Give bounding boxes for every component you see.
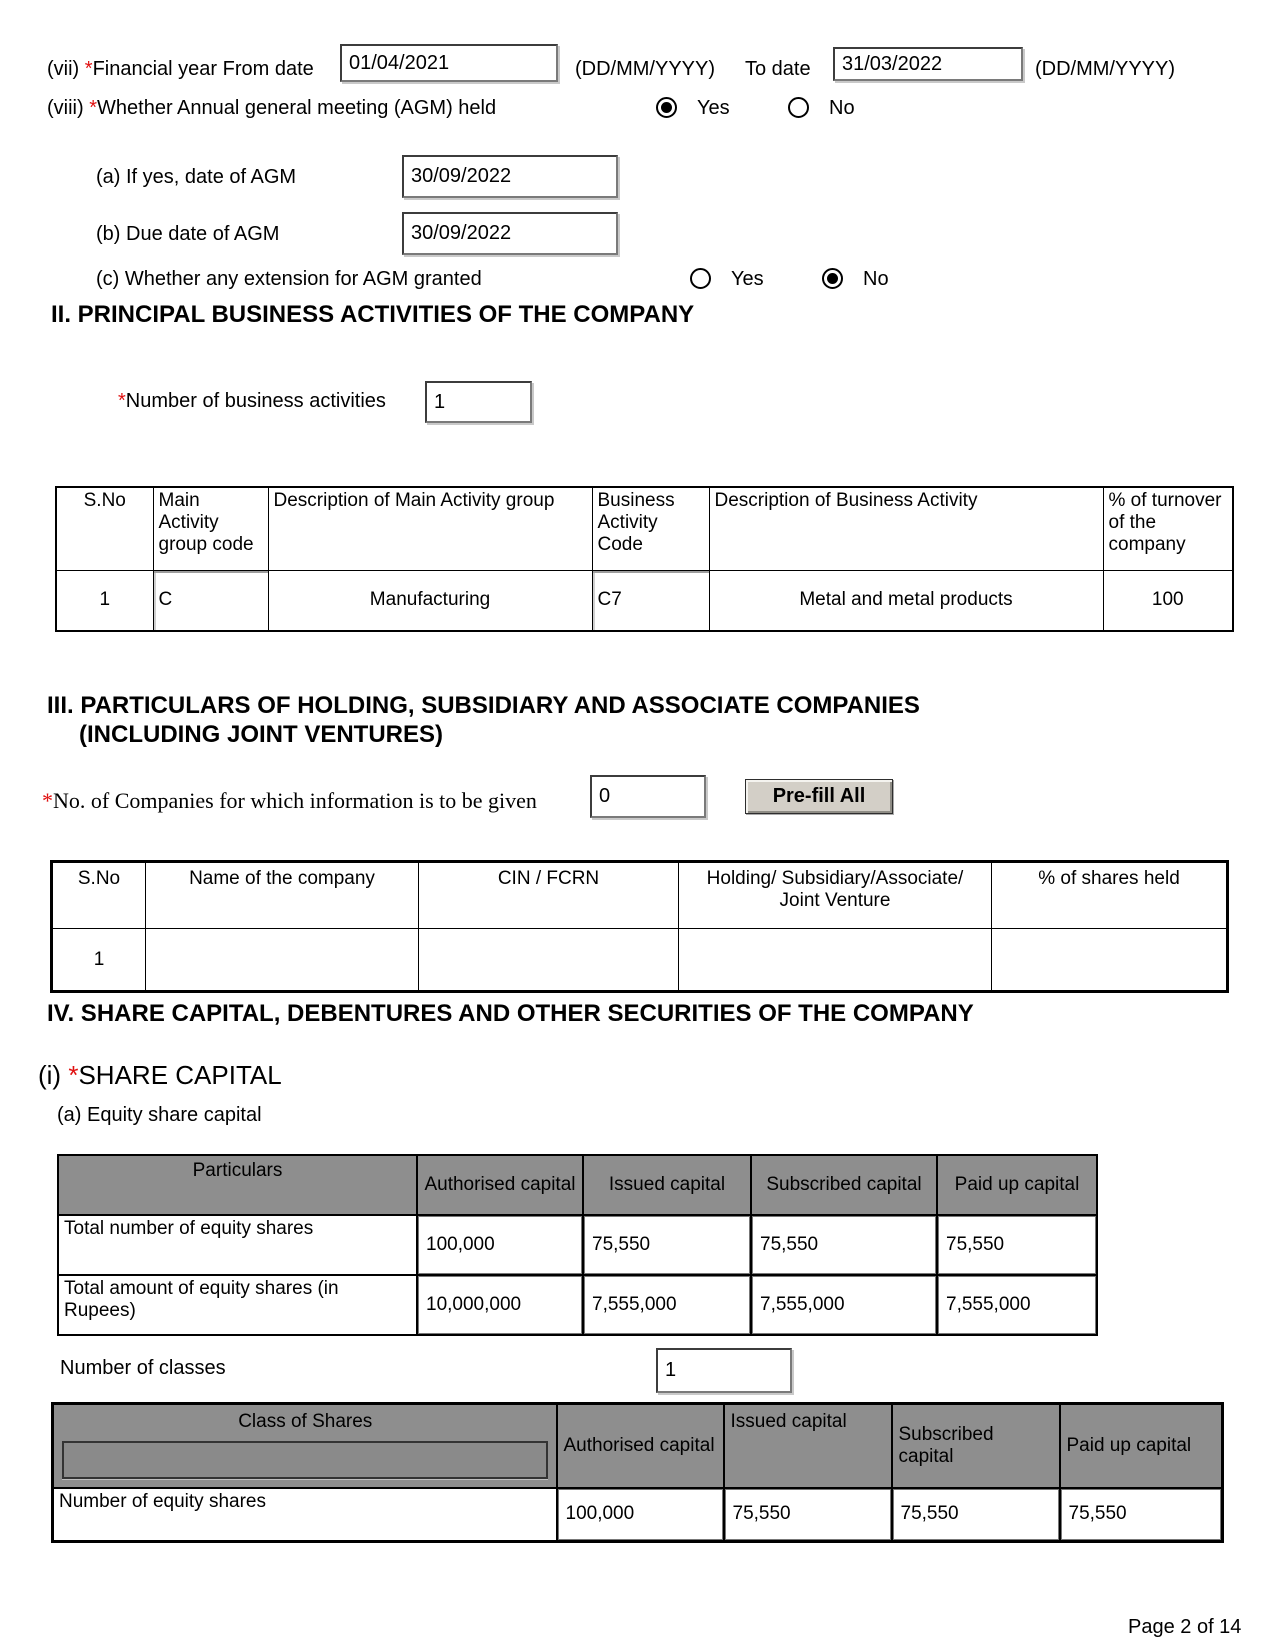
agm-held-no-radio[interactable] xyxy=(788,97,809,118)
agm-extension-no-radio[interactable] xyxy=(822,268,843,289)
item-index: (viii) xyxy=(47,97,84,119)
th-holding-type: Holding/ Subsidiary/Associate/ Joint Venture xyxy=(679,862,992,929)
equity-share-capital-table xyxy=(57,1154,1098,1336)
agm-extension-yes-label: Yes xyxy=(731,268,764,290)
cell-authorised[interactable]: 10,000,000 xyxy=(417,1275,583,1335)
agm-held-yes-label: Yes xyxy=(697,97,730,119)
th-paid-up-capital: Paid up capital xyxy=(1060,1404,1223,1488)
financial-year-label-text: Financial year From date xyxy=(92,58,314,80)
equity-share-capital-label: (a) Equity share capital xyxy=(57,1104,262,1126)
financial-year-label xyxy=(47,58,314,81)
holding-companies-table xyxy=(50,860,1229,993)
th-sno: S.No xyxy=(52,862,146,929)
agm-extension-yes-radio[interactable] xyxy=(690,268,711,289)
agm-held-no-label: No xyxy=(829,97,855,119)
page-number: Page 2 of 14 xyxy=(1128,1616,1242,1638)
number-of-classes-label: Number of classes xyxy=(60,1357,226,1379)
required-asterisk: * xyxy=(89,97,98,119)
cell-shares-held-pct[interactable] xyxy=(992,929,1228,992)
cell-paid-up[interactable]: 75,550 xyxy=(937,1215,1097,1275)
section-iii-heading-line1: III. PARTICULARS OF HOLDING, SUBSIDIARY AND ASSOCIATE COMPANIES xyxy=(47,692,920,719)
th-shares-held-pct: % of shares held xyxy=(992,862,1228,929)
agm-date-input[interactable]: 30/09/2022 xyxy=(402,155,618,198)
date-format-hint: (DD/MM/YYYY) xyxy=(575,58,715,80)
th-sno: S.No xyxy=(56,487,153,570)
cell-subscribed[interactable]: 75,550 xyxy=(892,1488,1060,1542)
required-asterisk: * xyxy=(68,1060,79,1090)
section-ii-heading: II. PRINCIPAL BUSINESS ACTIVITIES OF THE COMPANY xyxy=(51,301,695,328)
business-activities-count-label xyxy=(118,390,386,413)
cell-main-activity-group-desc: Manufacturing xyxy=(268,570,592,631)
date-format-hint: (DD/MM/YYYY) xyxy=(1035,58,1175,80)
prefill-all-button[interactable]: Pre-fill All xyxy=(745,779,893,814)
item-index: (i) xyxy=(38,1060,62,1090)
required-asterisk: * xyxy=(118,390,126,412)
cell-cin-fcrn[interactable] xyxy=(419,929,679,992)
cell-sno: 1 xyxy=(52,929,146,992)
th-particulars: Particulars xyxy=(58,1155,417,1215)
agm-held-label xyxy=(47,97,496,120)
financial-year-from-input[interactable]: 01/04/2021 xyxy=(340,44,558,82)
cell-holding-type[interactable] xyxy=(679,929,992,992)
row-label-number-equity-shares: Number of equity shares xyxy=(53,1488,557,1542)
cell-business-activity-desc: Metal and metal products xyxy=(709,570,1103,631)
th-issued-capital: Issued capital xyxy=(724,1404,892,1488)
th-subscribed-capital: Subscribed capital xyxy=(892,1404,1060,1488)
cell-issued[interactable]: 7,555,000 xyxy=(583,1275,751,1335)
financial-year-to-input[interactable]: 31/03/2022 xyxy=(833,47,1023,81)
th-issued-capital: Issued capital xyxy=(583,1155,751,1215)
number-of-classes-input[interactable]: 1 xyxy=(656,1348,792,1393)
required-asterisk: * xyxy=(42,788,53,813)
row-label-total-equity-amount: Total amount of equity shares (in Rupees) xyxy=(58,1275,417,1335)
section-iv-heading: IV. SHARE CAPITAL, DEBENTURES AND OTHER SECURITIES OF THE COMPANY xyxy=(47,1000,974,1027)
cell-main-activity-group-code[interactable]: C xyxy=(153,570,268,631)
cell-paid-up[interactable]: 7,555,000 xyxy=(937,1275,1097,1335)
class-of-shares-table xyxy=(51,1402,1224,1543)
business-activities-table xyxy=(55,486,1234,632)
section-iii-heading-line2: (INCLUDING JOINT VENTURES) xyxy=(79,721,444,748)
cell-company-name[interactable] xyxy=(146,929,419,992)
to-date-label: To date xyxy=(745,58,811,80)
cell-issued[interactable]: 75,550 xyxy=(583,1215,751,1275)
th-authorised-capital: Authorised capital xyxy=(557,1404,724,1488)
th-turnover-pct: % of turnover of the company xyxy=(1103,487,1233,570)
th-main-activity-group-desc: Description of Main Activity group xyxy=(268,487,592,570)
required-asterisk: * xyxy=(84,58,93,80)
class-of-shares-heading: Class of Shares xyxy=(238,1411,373,1432)
th-business-activity-desc: Description of Business Activity xyxy=(709,487,1103,570)
th-main-activity-group-code: Main Activity group code xyxy=(153,487,268,570)
agm-extension-label: (c) Whether any extension for AGM granted xyxy=(96,268,482,290)
th-business-activity-code: Business Activity Code xyxy=(592,487,709,570)
item-index: (vii) xyxy=(47,58,80,80)
cell-business-activity-code[interactable]: C7 xyxy=(592,570,709,631)
share-capital-subheading xyxy=(38,1060,282,1091)
agm-held-label-text: Whether Annual general meeting (AGM) held xyxy=(97,97,497,119)
th-authorised-capital: Authorised capital xyxy=(417,1155,583,1215)
cell-issued[interactable]: 75,550 xyxy=(724,1488,892,1542)
th-cin-fcrn: CIN / FCRN xyxy=(419,862,679,929)
cell-turnover-pct: 100 xyxy=(1103,570,1233,631)
agm-due-date-input[interactable]: 30/09/2022 xyxy=(402,212,618,255)
agm-date-label: (a) If yes, date of AGM xyxy=(96,166,297,188)
business-activities-count-input[interactable]: 1 xyxy=(425,381,532,423)
companies-count-text: No. of Companies for which information is to be given xyxy=(53,788,537,813)
cell-authorised[interactable]: 100,000 xyxy=(557,1488,724,1542)
cell-paid-up[interactable]: 75,550 xyxy=(1060,1488,1223,1542)
cell-subscribed[interactable]: 7,555,000 xyxy=(751,1275,937,1335)
cell-subscribed[interactable]: 75,550 xyxy=(751,1215,937,1275)
th-paid-up-capital: Paid up capital xyxy=(937,1155,1097,1215)
class-of-shares-input[interactable] xyxy=(62,1441,548,1479)
agm-due-date-label: (b) Due date of AGM xyxy=(96,223,280,245)
cell-authorised[interactable]: 100,000 xyxy=(417,1215,583,1275)
companies-count-label xyxy=(42,788,537,814)
th-class-of-shares xyxy=(53,1404,557,1488)
th-company-name: Name of the company xyxy=(146,862,419,929)
share-capital-text: SHARE CAPITAL xyxy=(78,1060,282,1090)
agm-held-yes-radio[interactable] xyxy=(656,97,677,118)
companies-count-input[interactable]: 0 xyxy=(590,775,706,818)
agm-extension-no-label: No xyxy=(863,268,889,290)
row-label-total-equity-shares: Total number of equity shares xyxy=(58,1215,417,1275)
business-activities-count-text: Number of business activities xyxy=(125,390,386,412)
th-subscribed-capital: Subscribed capital xyxy=(751,1155,937,1215)
cell-sno: 1 xyxy=(56,570,153,631)
